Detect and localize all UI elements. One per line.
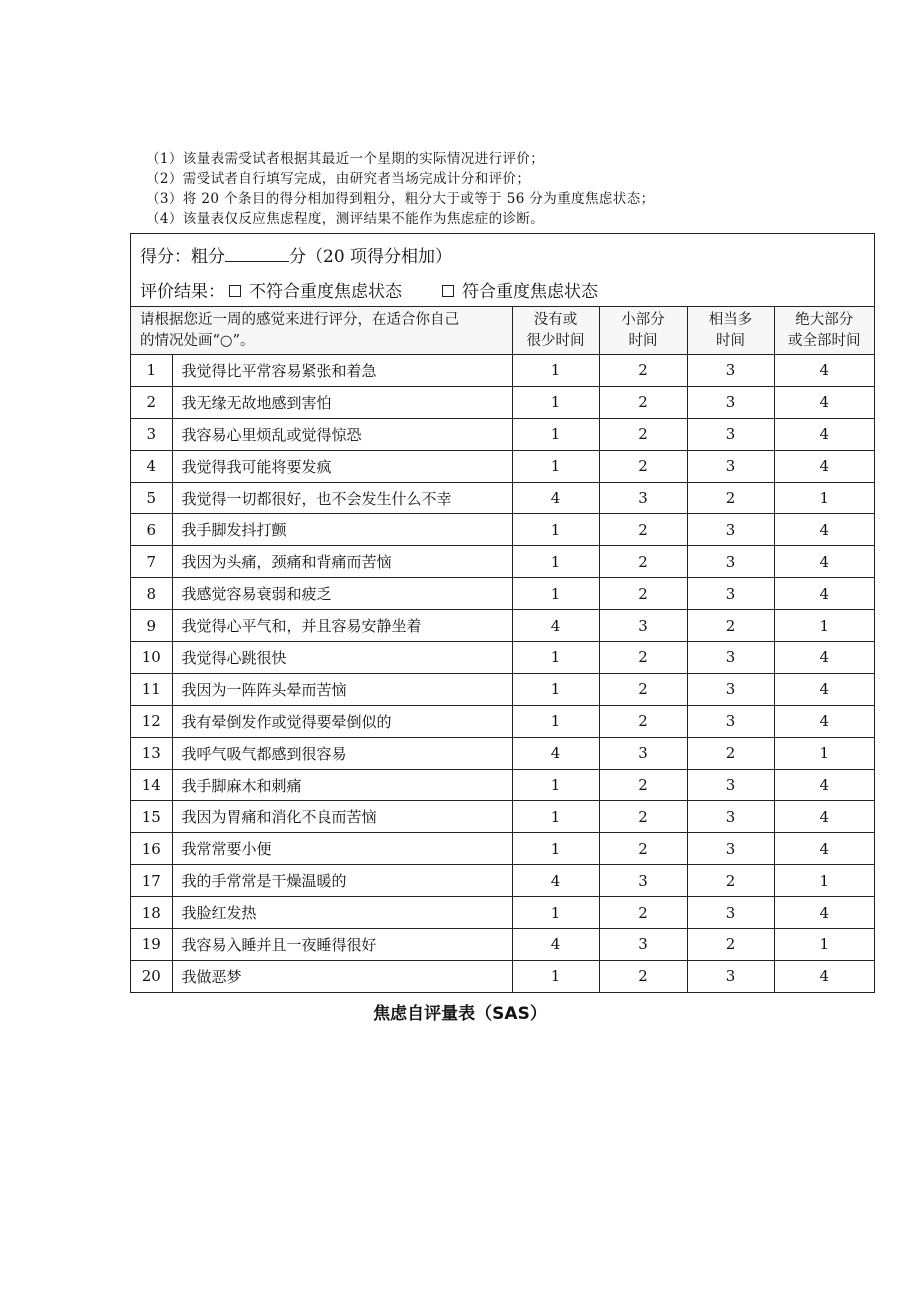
score-option[interactable]: 4: [512, 482, 599, 514]
score-option[interactable]: 4: [774, 514, 874, 546]
instructions-notes: [146, 149, 886, 229]
score-option[interactable]: 4: [774, 418, 874, 450]
score-option[interactable]: 1: [774, 737, 874, 769]
result-label: 评价结果：: [140, 282, 225, 302]
score-option[interactable]: 2: [687, 737, 774, 769]
score-option[interactable]: 1: [512, 801, 599, 833]
score-option[interactable]: 3: [687, 769, 774, 801]
item-number: 5: [131, 482, 172, 514]
item-number: 9: [131, 610, 172, 642]
table-row: [131, 355, 874, 387]
column-header-rarely: 没有或 很少时间: [512, 307, 599, 355]
score-option[interactable]: 3: [687, 514, 774, 546]
score-option[interactable]: 3: [687, 705, 774, 737]
score-option[interactable]: 3: [687, 386, 774, 418]
item-text: 我手脚麻木和刺痛: [172, 769, 512, 801]
item-text: 我觉得比平常容易紧张和着急: [172, 355, 512, 387]
score-option[interactable]: 2: [599, 355, 687, 387]
item-number: 12: [131, 705, 172, 737]
table-row: [131, 960, 874, 991]
score-option[interactable]: 3: [687, 418, 774, 450]
table-row: [131, 833, 874, 865]
score-option[interactable]: 1: [512, 386, 599, 418]
score-option[interactable]: 3: [687, 546, 774, 578]
score-option[interactable]: 1: [774, 482, 874, 514]
score-option[interactable]: 3: [599, 737, 687, 769]
item-number: 13: [131, 737, 172, 769]
score-option[interactable]: 1: [512, 673, 599, 705]
score-option[interactable]: 4: [774, 833, 874, 865]
table-row: [131, 482, 874, 514]
score-option[interactable]: 1: [512, 705, 599, 737]
item-number: 8: [131, 578, 172, 610]
item-number: 2: [131, 386, 172, 418]
table-row: [131, 642, 874, 674]
checkbox-not-severe[interactable]: [229, 285, 241, 297]
form-header: [131, 234, 874, 307]
score-option[interactable]: 2: [599, 642, 687, 674]
score-option[interactable]: 2: [687, 929, 774, 961]
score-option[interactable]: 3: [599, 482, 687, 514]
table-row: [131, 386, 874, 418]
score-option[interactable]: 2: [687, 610, 774, 642]
raw-score-blank[interactable]: [225, 246, 289, 262]
score-option[interactable]: 1: [512, 960, 599, 991]
score-option[interactable]: 4: [774, 386, 874, 418]
score-option[interactable]: 4: [774, 546, 874, 578]
item-text: 我因为胃痛和消化不良而苦恼: [172, 801, 512, 833]
score-option[interactable]: 2: [599, 386, 687, 418]
item-text: 我无缘无故地感到害怕: [172, 386, 512, 418]
table-row: [131, 897, 874, 929]
item-number: 16: [131, 833, 172, 865]
score-option[interactable]: 3: [687, 833, 774, 865]
score-option[interactable]: 4: [774, 960, 874, 991]
score-option[interactable]: 4: [774, 578, 874, 610]
item-number: 10: [131, 642, 172, 674]
score-option[interactable]: 3: [687, 673, 774, 705]
form-title: 焦虑自评量表（SAS）: [373, 1004, 547, 1024]
score-option[interactable]: 4: [512, 929, 599, 961]
item-number: 3: [131, 418, 172, 450]
score-option[interactable]: 1: [512, 355, 599, 387]
table-row: [131, 514, 874, 546]
score-option[interactable]: 3: [599, 610, 687, 642]
item-text: 我常常要小便: [172, 833, 512, 865]
item-text: 我做恶梦: [172, 960, 512, 991]
score-option[interactable]: 2: [687, 482, 774, 514]
score-option[interactable]: 4: [774, 897, 874, 929]
score-option[interactable]: 1: [774, 929, 874, 961]
score-option[interactable]: 2: [599, 705, 687, 737]
score-option[interactable]: 3: [599, 865, 687, 897]
score-option[interactable]: 2: [599, 960, 687, 991]
sas-table: [131, 307, 874, 992]
score-option[interactable]: 2: [599, 450, 687, 482]
item-number: 4: [131, 450, 172, 482]
table-row: [131, 418, 874, 450]
score-option[interactable]: 3: [599, 929, 687, 961]
score-option[interactable]: 2: [599, 801, 687, 833]
item-text: 我觉得我可能将要发疯: [172, 450, 512, 482]
score-option[interactable]: 1: [512, 642, 599, 674]
item-text: 我的手常常是干燥温暖的: [172, 865, 512, 897]
score-option[interactable]: 3: [687, 801, 774, 833]
score-option[interactable]: 2: [599, 833, 687, 865]
table-row: [131, 450, 874, 482]
item-number: 14: [131, 769, 172, 801]
item-number: 15: [131, 801, 172, 833]
checkbox-severe[interactable]: [442, 285, 454, 297]
score-option[interactable]: 2: [687, 865, 774, 897]
score-option[interactable]: 3: [687, 642, 774, 674]
table-row: [131, 705, 874, 737]
item-number: 11: [131, 673, 172, 705]
score-option[interactable]: 1: [512, 769, 599, 801]
item-number: 1: [131, 355, 172, 387]
score-line: [140, 242, 452, 267]
note-4: （4）该量表仅反应焦虑程度，测评结果不能作为焦虑症的诊断。: [146, 211, 545, 227]
score-option[interactable]: 1: [512, 514, 599, 546]
score-unit-note: 分（20 项得分相加）: [289, 247, 453, 267]
item-text: 我容易入睡并且一夜睡得很好: [172, 929, 512, 961]
score-option[interactable]: 3: [687, 450, 774, 482]
score-option[interactable]: 3: [687, 960, 774, 991]
option-severe: 符合重度焦虑状态: [462, 282, 598, 302]
note-2: （2）需受试者自行填写完成，由研究者当场完成计分和评价；: [146, 171, 531, 187]
score-option[interactable]: 2: [599, 769, 687, 801]
score-option[interactable]: 4: [774, 355, 874, 387]
score-option[interactable]: 3: [687, 578, 774, 610]
score-option[interactable]: 1: [512, 578, 599, 610]
score-option[interactable]: 1: [512, 897, 599, 929]
column-header-some: 小部分 时间: [599, 307, 687, 355]
item-text: 我有晕倒发作或觉得要晕倒似的: [172, 705, 512, 737]
score-option[interactable]: 4: [774, 705, 874, 737]
item-text: 我脸红发热: [172, 897, 512, 929]
item-text: 我感觉容易衰弱和疲乏: [172, 578, 512, 610]
score-option[interactable]: 4: [512, 610, 599, 642]
score-option[interactable]: 1: [512, 418, 599, 450]
item-number: 6: [131, 514, 172, 546]
item-number: 18: [131, 897, 172, 929]
score-option[interactable]: 2: [599, 673, 687, 705]
score-option[interactable]: 4: [774, 801, 874, 833]
item-text: 我手脚发抖打颤: [172, 514, 512, 546]
score-option[interactable]: 2: [599, 514, 687, 546]
result-line: [140, 277, 598, 302]
table-row: [131, 578, 874, 610]
item-text: 我因为一阵阵头晕而苦恼: [172, 673, 512, 705]
score-option[interactable]: 2: [599, 418, 687, 450]
score-label: 得分：粗分: [140, 247, 225, 267]
score-option[interactable]: 3: [687, 355, 774, 387]
score-option[interactable]: 3: [687, 897, 774, 929]
item-text: 我觉得心跳很快: [172, 642, 512, 674]
item-number: 7: [131, 546, 172, 578]
table-header-row: [131, 307, 874, 355]
table-row: [131, 673, 874, 705]
score-option[interactable]: 4: [774, 450, 874, 482]
table-row: [131, 610, 874, 642]
item-text: 我觉得一切都很好，也不会发生什么不幸: [172, 482, 512, 514]
score-option[interactable]: 1: [774, 865, 874, 897]
item-number: 17: [131, 865, 172, 897]
item-text: 我容易心里烦乱或觉得惊恐: [172, 418, 512, 450]
table-row: [131, 769, 874, 801]
note-1: （1）该量表需受试者根据其最近一个星期的实际情况进行评价；: [146, 151, 545, 167]
item-number: 19: [131, 929, 172, 961]
option-not-severe: 不符合重度焦虑状态: [249, 282, 402, 302]
sas-form: [130, 233, 875, 993]
item-number: 20: [131, 960, 172, 991]
note-3: （3）将 20 个条目的得分相加得到粗分，粗分大于或等于 56 分为重度焦虑状态；: [146, 191, 655, 207]
score-option[interactable]: 1: [512, 450, 599, 482]
score-option[interactable]: 1: [512, 833, 599, 865]
item-text: 我觉得心平气和，并且容易安静坐着: [172, 610, 512, 642]
score-option[interactable]: 4: [774, 673, 874, 705]
table-row: [131, 929, 874, 961]
score-option[interactable]: 2: [599, 546, 687, 578]
instruction-cell: 请根据您近一周的感觉来进行评分，在适合你自己 的情况处画“○”。: [131, 307, 512, 355]
score-option[interactable]: 2: [599, 897, 687, 929]
score-option[interactable]: 2: [599, 578, 687, 610]
column-header-much: 相当多 时间: [687, 307, 774, 355]
score-option[interactable]: 1: [512, 546, 599, 578]
score-option[interactable]: 4: [774, 642, 874, 674]
score-option[interactable]: 4: [774, 769, 874, 801]
table-row: [131, 737, 874, 769]
column-header-most: 绝大部分 或全部时间: [774, 307, 874, 355]
table-row: [131, 865, 874, 897]
table-row: [131, 801, 874, 833]
score-option[interactable]: 1: [774, 610, 874, 642]
table-row: [131, 546, 874, 578]
score-option[interactable]: 4: [512, 865, 599, 897]
item-text: 我因为头痛，颈痛和背痛而苦恼: [172, 546, 512, 578]
item-text: 我呼气吸气都感到很容易: [172, 737, 512, 769]
score-option[interactable]: 4: [512, 737, 599, 769]
